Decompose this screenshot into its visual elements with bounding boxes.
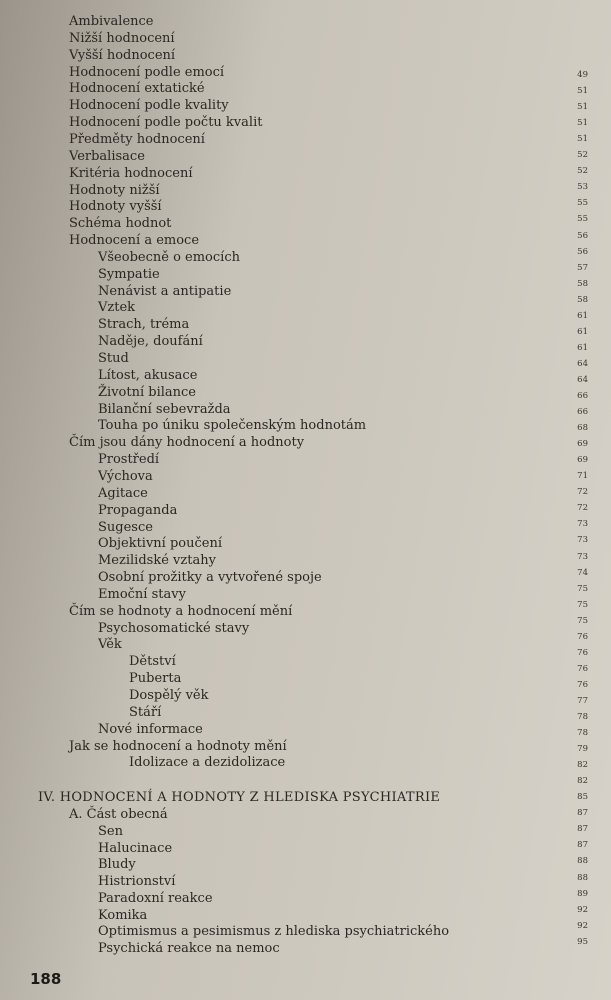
toc-entry: Životní bilance (98, 384, 196, 400)
toc-entry: Objektivní poučení (98, 536, 222, 552)
toc-entry: Stud (98, 351, 129, 366)
toc-page-ref: 52 (577, 150, 588, 161)
toc-entry: Bludy (98, 857, 136, 873)
toc-page-ref: 73 (577, 551, 588, 562)
toc-entry: Hodnocení podle kvality (69, 98, 229, 114)
toc-entry: Lítost, akusace (98, 367, 198, 383)
toc-page-ref: 87 (577, 840, 588, 851)
toc-page-ref: 66 (577, 391, 588, 401)
toc-page-ref: 76 (577, 631, 588, 642)
toc-entry: Ambivalence (69, 14, 154, 29)
toc-page-ref: 73 (577, 535, 588, 546)
toc-entry: Čím se hodnoty a hodnocení mění (69, 603, 293, 619)
toc-entry: Sugesce (98, 519, 153, 535)
toc-entry: Nové informace (98, 721, 203, 737)
toc-page-ref: 51 (577, 102, 588, 113)
toc-entry: Vztek (98, 300, 136, 316)
toc-page-ref: 89 (577, 888, 588, 899)
toc-page-ref: 61 (577, 326, 588, 337)
toc-page-ref: 95 (577, 936, 588, 947)
toc-page-ref: 68 (577, 423, 588, 434)
toc-page-ref: 69 (577, 439, 588, 450)
toc-page-ref: 55 (577, 214, 588, 225)
toc-page-ref: 72 (577, 503, 588, 514)
toc-entry: Sympatie (98, 266, 160, 282)
page-number: 188 (30, 970, 62, 988)
toc-entry: Osobní prožitky a vytvořené spoje (98, 570, 322, 586)
toc-page-ref: 66 (577, 407, 588, 418)
toc-entry: Dětství (129, 654, 176, 670)
toc-entry: Schéma hodnot (69, 216, 172, 232)
toc-entry: Touha po úniku společenským hodnotám (98, 418, 367, 434)
toc-page-ref: 72 (577, 487, 588, 498)
toc-page-ref: 92 (577, 904, 588, 915)
toc-page-ref: 52 (577, 166, 588, 177)
toc-entry: Verbalisace (69, 148, 145, 164)
chapter-heading: IV. HODNOCENÍ A HODNOTY Z HLEDISKA PSYCHIATRIE (38, 790, 441, 805)
toc-page-ref: 78 (577, 728, 588, 739)
toc-entry: Čím jsou dány hodnocení a hodnoty (69, 435, 305, 451)
toc-page-ref: 85 (577, 792, 588, 803)
toc-page-ref: 88 (577, 856, 588, 867)
toc-page-ref: 77 (577, 695, 588, 706)
toc-entry: Hodnoty nižší (69, 182, 160, 198)
toc-page-ref: 76 (577, 679, 588, 690)
toc-page-ref: 69 (577, 455, 588, 466)
toc-page-ref: 75 (577, 599, 588, 610)
toc-entry: Prostředí (98, 452, 160, 468)
toc-page-ref: 51 (577, 134, 588, 145)
toc-page-ref: 55 (577, 198, 588, 209)
toc-page-ref: 82 (577, 760, 588, 771)
toc-entry: Optimismus a pesimismus z hlediska psychiatrického (98, 924, 450, 940)
toc-page-ref: 87 (577, 808, 588, 819)
toc-entry: Paradoxní reakce (98, 890, 213, 906)
toc-entry: Hodnocení a emoce (69, 233, 200, 249)
toc-page-ref: 58 (577, 278, 588, 289)
toc-entry: Histrionství (98, 874, 176, 890)
toc-entry: Stáří (129, 704, 162, 720)
toc-page-ref: 82 (577, 776, 588, 787)
toc-page-ref: 51 (577, 86, 588, 97)
toc-page-ref: 75 (577, 615, 588, 626)
toc-page-ref: 64 (577, 374, 588, 385)
toc-entry: Psychosomatické stavy (98, 620, 250, 636)
toc-page-ref: 88 (577, 872, 588, 883)
toc-entry: Halucinace (98, 840, 173, 856)
toc-page-ref: 56 (577, 230, 588, 241)
toc-entry: Hodnoty vyšší (69, 199, 162, 215)
toc-page-ref: 73 (577, 519, 588, 530)
toc-page-ref: 58 (577, 294, 588, 305)
toc-entry: Dospělý věk (129, 688, 209, 703)
toc-page-ref: 74 (577, 567, 588, 578)
toc-entry: Emoční stavy (98, 586, 186, 602)
toc-entry: Jak se hodnocení a hodnoty mění (69, 738, 287, 754)
toc-entry: Mezilidské vztahy (98, 553, 216, 569)
toc-page-ref: 87 (577, 824, 588, 835)
toc-entry: Bilanční sebevražda (98, 401, 231, 417)
toc-page-ref: 53 (577, 182, 588, 193)
toc-page-ref: 76 (577, 663, 588, 674)
toc-entry: Nenávist a antipatie (98, 283, 232, 299)
toc-entry: Všeobecně o emocích (98, 249, 240, 265)
toc-entry: Hodnocení podle počtu kvalit (69, 115, 263, 131)
toc-entry: Naděje, doufání (98, 334, 203, 350)
toc-entry: Nižší hodnocení (69, 30, 175, 46)
toc-page-ref: 64 (577, 358, 588, 369)
toc-entry: Předměty hodnocení (69, 131, 205, 147)
toc-entry: Idolizace a dezidolizace (129, 755, 286, 771)
toc-page-ref: 61 (577, 310, 588, 321)
toc-entry: Propaganda (98, 502, 178, 518)
toc-entry: Věk (98, 637, 122, 653)
toc-entry: Výchova (98, 468, 153, 484)
toc-page-ref: 51 (577, 118, 588, 129)
toc-page-ref: 76 (577, 647, 588, 658)
toc-entry: Kritéria hodnocení (69, 165, 193, 181)
toc-page-ref: 61 (577, 342, 588, 353)
toc-page-ref: 78 (577, 712, 588, 722)
toc-entry: Puberta (129, 671, 182, 687)
toc-page-ref: 57 (577, 262, 588, 273)
toc-page-ref: 75 (577, 583, 588, 594)
toc-entry: Komika (98, 907, 148, 923)
toc-page-ref: 71 (577, 471, 588, 482)
toc-entry: Psychická reakce na nemoc (98, 940, 280, 956)
toc-entry: Agitace (98, 485, 148, 501)
toc-entry: Vyšší hodnocení (69, 47, 176, 63)
toc-entry: Hodnocení podle emocí (69, 64, 225, 80)
toc-page-ref: 56 (577, 246, 588, 257)
section-heading: A. Část obecná (69, 807, 168, 822)
toc-entry: Hodnocení extatické (69, 81, 205, 97)
toc-page-ref: 49 (577, 70, 588, 80)
toc-page-ref: 92 (577, 920, 588, 931)
toc-entry: Sen (98, 824, 123, 839)
toc-entry: Strach, tréma (98, 317, 190, 333)
toc-page-ref: 79 (577, 744, 588, 755)
